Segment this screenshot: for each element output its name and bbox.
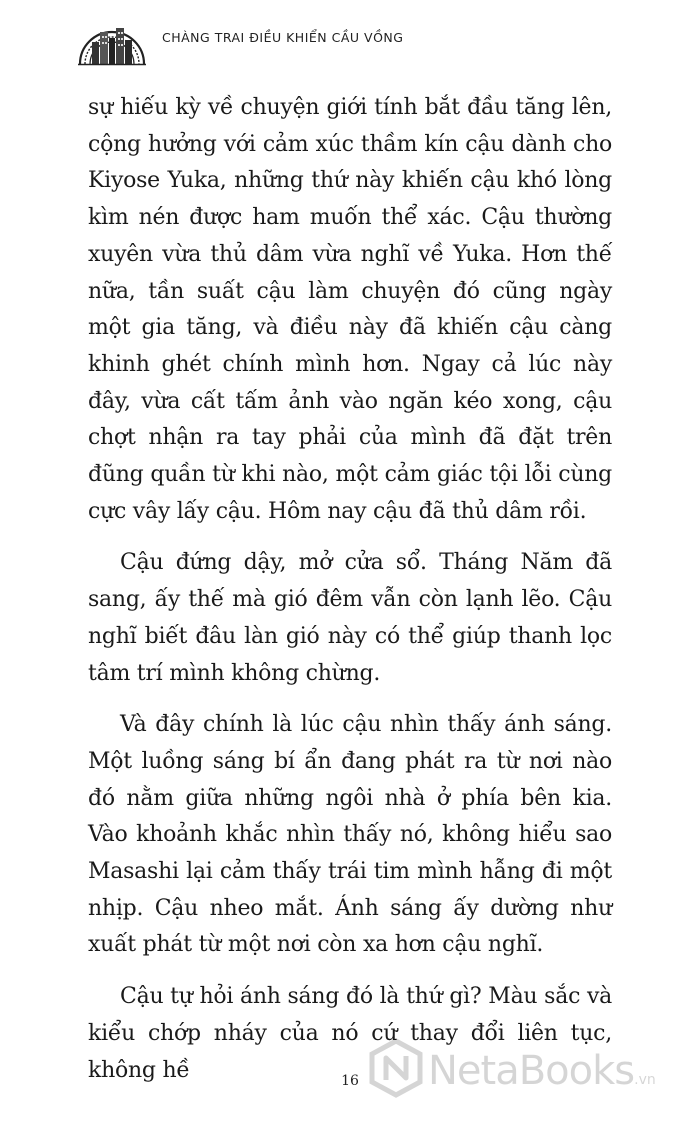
watermark-text (428, 1048, 656, 1094)
watermark-suffix: .vn (634, 1072, 656, 1088)
paragraph: Cậu đứng dậy, mở cửa sổ. Tháng Năm đã sang, ấy thế mà gió đêm vẫn còn lạnh lẽo. Cậu nghĩ biết đâu làn gió này có thể giúp thanh lọc tâm trí mình không chừng. (88, 550, 612, 686)
page-header (0, 0, 700, 70)
running-title: CHÀNG TRAI ĐIỀU KHIỂN CẦU VỒNG (162, 30, 404, 45)
paragraph-continued: sự hiếu kỳ về chuyện giới tính bắt đầu tăng lên, cộng hưởng với cảm xúc thầm kín cậu dành cho Kiyose Yuka, những thứ này khiến cậu khó lòng kìm nén được ham muốn thể xác. Cậu thường xuyên vừa thủ dâm vừa nghĩ về Yuka. Hơn thế nữa, tần suất cậu làm chuyện đó cũng ngày một gia tăng, và điều này đã khiến cậu càng khinh ghét chính mình hơn. Ngay cả lúc này đây, vừa cất tấm ảnh vào ngăn kéo xong, cậu chợt nhận ra tay phải của mình đã đặt trên đũng quần từ khi nào, một cảm giác tội lỗi cùng cực vây lấy cậu. Hôm nay cậu đã thủ dâm rồi. (88, 95, 612, 524)
watermark (368, 1036, 698, 1100)
watermark-brand: NetaBooks (428, 1048, 635, 1094)
city-rainbow-arch-icon (76, 8, 148, 68)
paragraph: Và đây chính là lúc cậu nhìn thấy ánh sáng. Một luồng sáng bí ẩn đang phát ra từ nơi nào đó nằm giữa những ngôi nhà ở phía bên kia. Vào khoảnh khắc nhìn thấy nó, không hiểu sao Masashi lại cảm thấy trái tim mình hẫng đi một nhịp. Cậu nheo mắt. Ánh sáng ấy dường như xuất phát từ một nơi còn xa hơn cậu nghĩ. (88, 712, 612, 958)
body-text (88, 90, 612, 1104)
netabooks-logo-icon (368, 1038, 424, 1098)
page-number: 16 (341, 1073, 359, 1089)
paragraph: Cậu tự hỏi ánh sáng đó là thứ gì? Màu sắc và kiểu chớp nháy của nó cứ thay đổi liên tục, không hề (88, 984, 612, 1083)
